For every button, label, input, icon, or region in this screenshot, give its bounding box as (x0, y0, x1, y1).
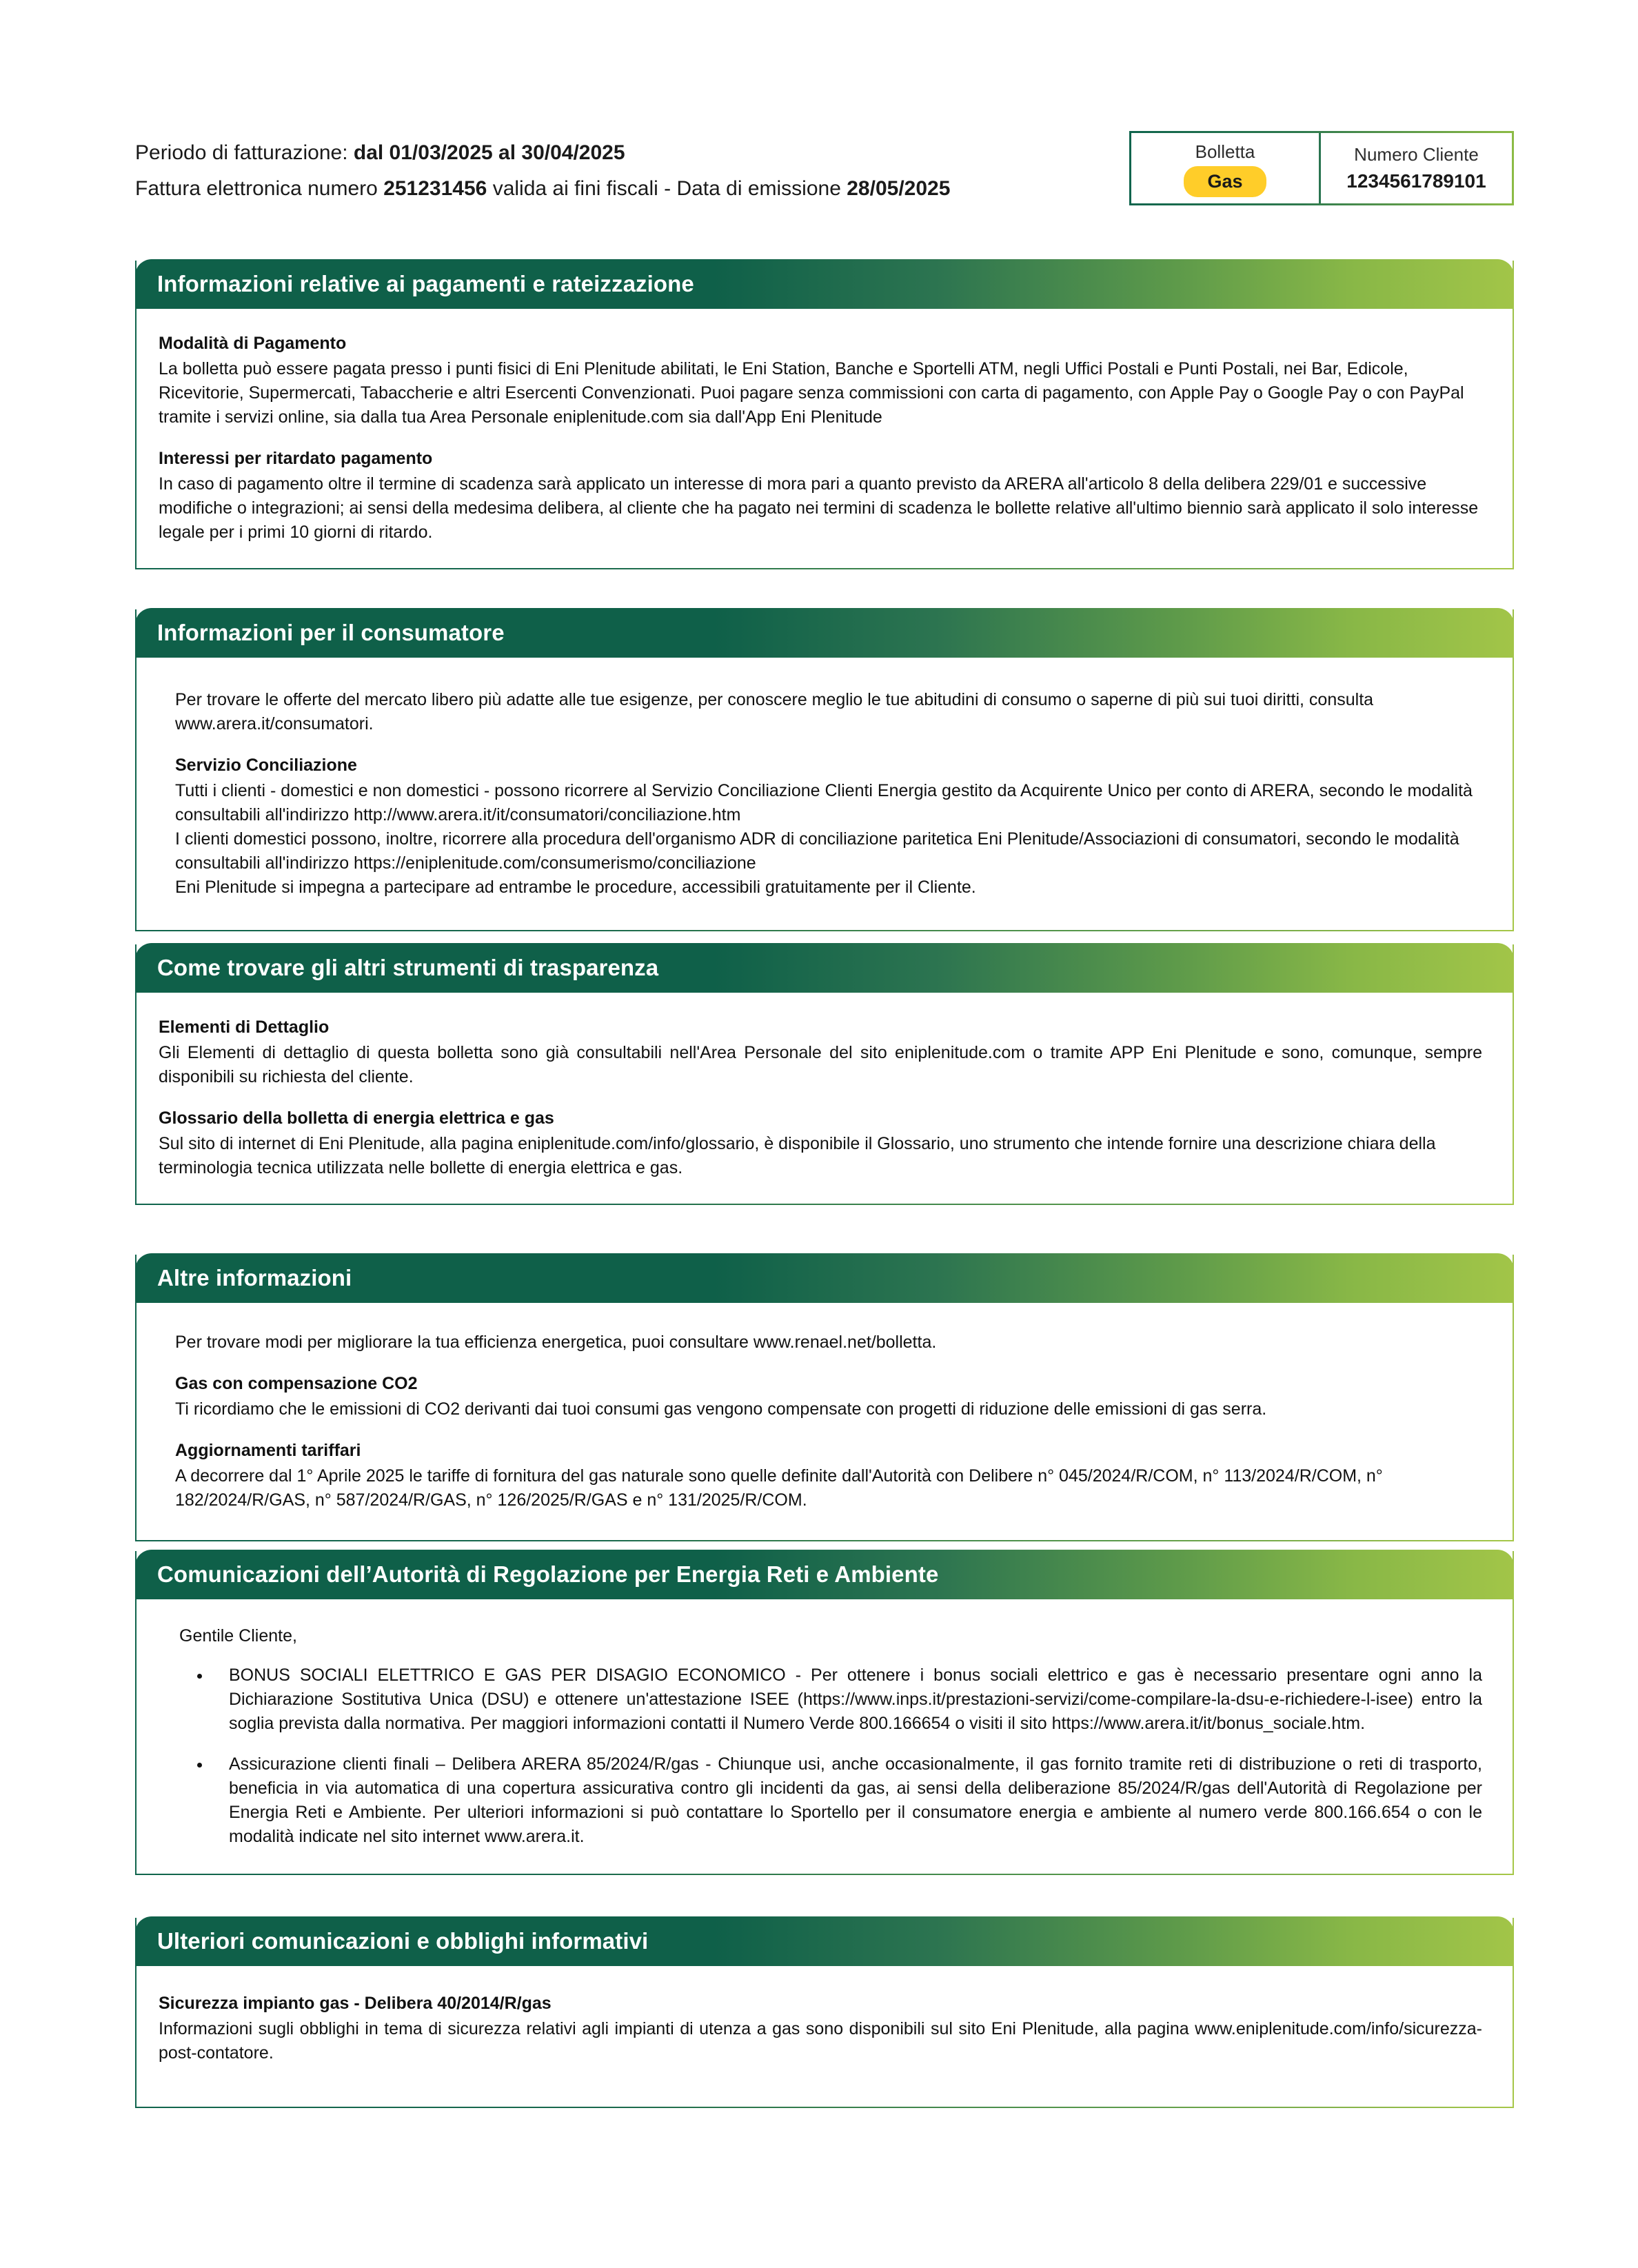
section-autorita-body (136, 1599, 1513, 1874)
section-trasparenza-body (136, 993, 1513, 1204)
billing-period-label: Periodo di fatturazione: (135, 141, 354, 164)
section-ulteriori (135, 1918, 1514, 2108)
section-altre-title: Altre informazioni (157, 1265, 352, 1290)
customer-number-label: Numero Cliente (1354, 144, 1479, 165)
section-pagamenti (135, 261, 1514, 569)
bill-summary-box (1129, 131, 1514, 205)
bolletta-type-badge: Gas (1184, 166, 1266, 197)
renael-text: Per trovare modi per migliorare la tua efficienza energetica, puoi consultare www.renael.net/bolletta. (175, 1333, 937, 1352)
aggiornamenti-tariffari-text: A decorrere dal 1° Aprile 2025 le tariffe di fornitura del gas naturale sono quelle definite dall'Autorità con Delibere n° 045/2024/R/COM, n° 113/2024/R/COM, n° 182/2024/R/GAS, n° 587/2024/R/GAS, n° 126/2025/R/GAS e n° 131/2025/R/COM. (175, 1466, 1383, 1510)
co2-block (175, 1373, 1482, 1421)
aggiornamenti-tariffari-heading: Aggiornamenti tariffari (175, 1441, 361, 1460)
modalita-pagamento-text: La bolletta può essere pagata presso i punti fisici di Eni Plenitude abilitati, le Eni Station, Banche e Sportelli ATM, negli Uffici Postali e Punti Postali, nei Bar, Edicole, Ricevitorie, Supermercati, Tabaccherie e altri Esercenti Convenzionati. Puoi pagare senza commissioni con carta di pagamento, con Apple Pay o Google Pay o con PayPal tramite i servizi online, sia dalla tua Area Personale eniplenitude.com sia dall'App Eni Plenitude (159, 359, 1464, 427)
consumatore-intro-text: Per trovare le offerte del mercato libero più adatte alle tue esigenze, per conoscere meglio le tue abitudini di consumo o saperne di più sui tuoi diritti, consulta www.arera.it/consumatori. (175, 690, 1374, 733)
glossario-text: Sul sito di internet di Eni Plenitude, alla pagina eniplenitude.com/info/glossario, è disponibile il Glossario, uno strumento che intende fornire una descrizione chiara della terminologia tecnica utilizzata nelle bollette di energia elettrica e gas. (159, 1134, 1436, 1177)
section-pagamenti-body (136, 309, 1513, 568)
renael-block (175, 1330, 1482, 1355)
elementi-dettaglio-heading: Elementi di Dettaglio (159, 1017, 330, 1037)
invoice-line (135, 171, 950, 207)
sicurezza-impianto-heading: Sicurezza impianto gas - Delibera 40/2014/R/gas (159, 1994, 552, 2013)
consumatore-intro-block (175, 688, 1482, 736)
modalita-pagamento-block (159, 332, 1482, 429)
conciliazione-paragraph-3: Eni Plenitude si impegna a partecipare ad entrambe le procedure, accessibili gratuitamente per il Cliente. (175, 878, 976, 897)
aggiornamenti-tariffari-block (175, 1439, 1482, 1512)
section-altre-informazioni (135, 1255, 1514, 1541)
section-autorita-title: Comunicazioni dell’Autorità di Regolazione per Energia Reti e Ambiente (157, 1561, 939, 1587)
interessi-ritardo-heading: Interessi per ritardato pagamento (159, 449, 433, 468)
section-consumatore-header (135, 608, 1514, 658)
conciliazione-paragraph-1: Tutti i clienti - domestici e non domestici - possono ricorrere al Servizio Conciliazione Clienti Energia gestito da Acquirente Unico per conto di ARERA, secondo le modalità consultabili all'indirizzo http://www.arera.it/it/consumatori/conciliazione.htm (175, 781, 1473, 824)
section-altre-body (136, 1303, 1513, 1540)
section-pagamenti-header (135, 259, 1514, 309)
co2-text: Ti ricordiamo che le emissioni di CO2 derivanti dai tuoi consumi gas vengono compensate con progetti di riduzione delle emissioni di gas serra. (175, 1399, 1267, 1419)
section-autorita-header (135, 1550, 1514, 1599)
section-consumatore (135, 609, 1514, 931)
section-consumatore-body (136, 658, 1513, 930)
section-pagamenti-title: Informazioni relative ai pagamenti e rateizzazione (157, 271, 694, 296)
section-altre-header (135, 1253, 1514, 1303)
billing-period-value: dal 01/03/2025 al 30/04/2025 (353, 141, 625, 164)
document-header (135, 128, 1514, 207)
servizio-conciliazione-block (175, 754, 1482, 900)
servizio-conciliazione-heading: Servizio Conciliazione (175, 756, 357, 775)
sicurezza-impianto-text: Informazioni sugli obblighi in tema di sicurezza relativi agli impianti di utenza a gas sono disponibili sul sito Eni Plenitude, alla pagina www.eniplenitude.com/info/sicurezza-post-contatore. (159, 2019, 1482, 2063)
sicurezza-impianto-block (159, 1992, 1482, 2065)
invoice-date: 28/05/2025 (847, 177, 951, 200)
glossario-block (159, 1107, 1482, 1180)
section-ulteriori-title: Ulteriori comunicazioni e obblighi informativi (157, 1928, 649, 1954)
glossario-heading: Glossario della bolletta di energia elettrica e gas (159, 1108, 554, 1128)
modalita-pagamento-heading: Modalità di Pagamento (159, 334, 347, 353)
conciliazione-paragraph-2: I clienti domestici possono, inoltre, ricorrere alla procedura dell'organismo ADR di conciliazione paritetica Eni Plenitude/Associazioni di consumatori, secondo le modalità consultabili all'indirizzo https://eniplenitude.com/consumerismo/conciliazione (175, 829, 1459, 873)
billing-period-line (135, 135, 950, 171)
section-autorita (135, 1551, 1514, 1875)
autorita-greeting: Gentile Cliente, (179, 1626, 297, 1646)
interessi-ritardo-text: In caso di pagamento oltre il termine di scadenza sarà applicato un interesse di mora pari a quanto previsto da ARERA all'articolo 8 della delibera 229/01 e successive modifiche o integrazioni; ai sensi della medesima delibera, al cliente che ha pagato nei termini di scadenza le bollette relative all'ultimo biennio sarà applicato il solo interesse legale per i primi 10 giorni di ritardo. (159, 474, 1479, 542)
co2-heading: Gas con compensazione CO2 (175, 1374, 418, 1393)
elementi-dettaglio-text: Gli Elementi di dettaglio di questa bolletta sono già consultabili nell'Area Personale del sito eniplenitude.com o tramite APP Eni Plenitude e sono, comunque, sempre disponibili su richiesta del cliente. (159, 1043, 1482, 1086)
customer-number-cell (1319, 133, 1512, 203)
section-trasparenza (135, 944, 1514, 1205)
section-consumatore-title: Informazioni per il consumatore (157, 620, 505, 645)
autorita-bullet-list (167, 1663, 1482, 1849)
invoice-number: 251231456 (383, 177, 487, 200)
interessi-ritardo-block (159, 447, 1482, 545)
section-trasparenza-title: Come trovare gli altri strumenti di trasparenza (157, 955, 659, 980)
section-ulteriori-header (135, 1916, 1514, 1966)
header-text-block (135, 128, 950, 207)
elementi-dettaglio-block (159, 1016, 1482, 1089)
customer-number-value: 1234561789101 (1346, 170, 1486, 192)
bill-type-cell (1131, 133, 1319, 203)
section-trasparenza-header (135, 943, 1514, 993)
list-item: BONUS SOCIALI ELETTRICO E GAS PER DISAGIO ECONOMICO - Per ottenere i bonus sociali elettrico e gas è necessario presentare ogni anno la Dichiarazione Sostitutiva Unica (DSU) e ottenere un'attestazione ISEE (https://www.inps.it/prestazioni-servizi/come-compilare-la-dsu-e-richiedere-l-isee) entro la soglia prevista dalla normativa. Per maggiori informazioni contatti il Numero Verde 800.166654 o visiti il sito https://www.arera.it/it/bonus_sociale.htm. (167, 1663, 1482, 1736)
section-ulteriori-body (136, 1966, 1513, 2107)
invoice-mid-text: valida ai fini fiscali - Data di emissione (487, 177, 847, 200)
invoice-label: Fattura elettronica numero (135, 177, 384, 200)
list-item: Assicurazione clienti finali – Delibera ARERA 85/2024/R/gas - Chiunque usi, anche occasionalmente, il gas fornito tramite reti di distribuzione o reti di trasporto, beneficia in via automatica di una copertura assicurativa contro gli incidenti da gas, ai sensi della deliberazione 85/2024/R/gas dell'Autorità di Regolazione per Energia Reti e Ambiente. Per ulteriori informazioni si può contattare lo Sportello per il consumatore energia e ambiente al numero verde 800.166.654 o con le modalità indicate nel sito internet www.arera.it. (167, 1752, 1482, 1849)
bolletta-label: Bolletta (1195, 141, 1255, 162)
